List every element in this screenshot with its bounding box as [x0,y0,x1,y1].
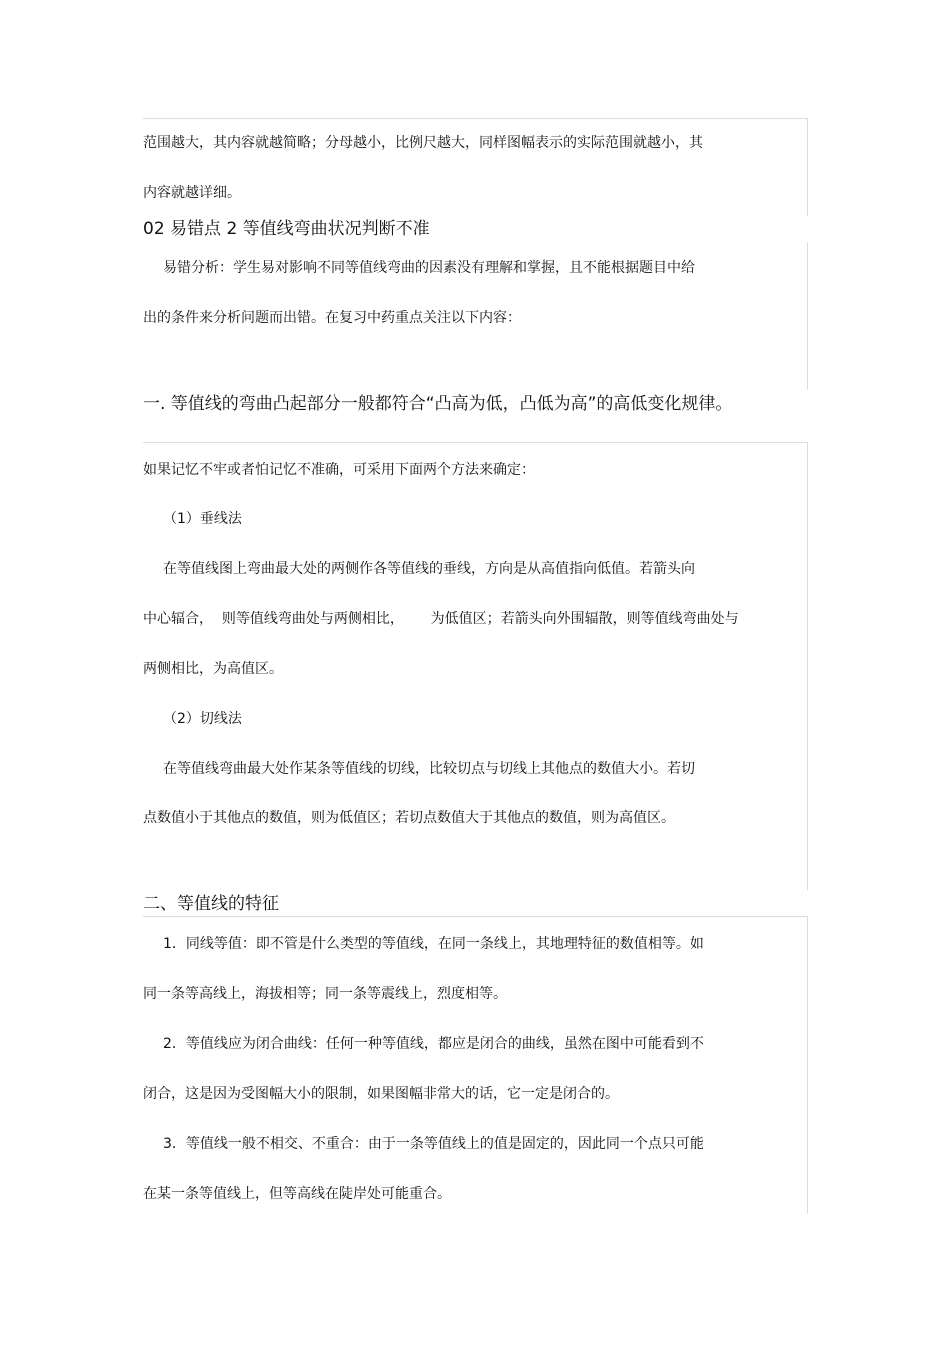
method2-title: （2）切线法 [163,711,242,727]
analysis-line-1: 易错分析：学生易对影响不同等值线弯曲的因素没有理解和掌握，且不能根据题目中给 [163,260,695,276]
item1-line-1: 1．同线等值：即不管是什么类型的等值线，在同一条线上，其地理特征的数值相等。如 [163,936,704,952]
item2-line-1: 2．等值线应为闭合曲线：任何一种等值线，都应是闭合的曲线，虽然在图中可能看到不 [163,1036,704,1052]
analysis-line-2: 出的条件来分析问题而出错。在复习中药重点关注以下内容： [143,310,521,326]
method1-line-1: 在等值线图上弯曲最大处的两侧作各等值线的垂线，方向是从高值指向低值。若箭头向 [163,561,695,577]
method1-line-2: 中心辐合， 则等值线弯曲处与两侧相比， 为低值区；若箭头向外围辐散，则等值线弯曲处与 [143,611,739,627]
part2-heading: 二、等值线的特征 [143,894,279,914]
method2-line-1: 在等值线弯曲最大处作某条等值线的切线，比较切点与切线上其他点的数值大小。若切 [163,761,695,777]
intro-frame [143,118,808,216]
method2-line-2: 点数值小于其他点的数值，则为低值区；若切点数值大于其他点的数值，则为高值区。 [143,810,675,826]
item2-line-2: 闭合，这是因为受图幅大小的限制，如果图幅非常大的话，它一定是闭合的。 [143,1086,619,1102]
section2-heading: 02 易错点 2 等值线弯曲状况判断不准 [143,219,430,239]
item1-line-2: 同一条等高线上，海拔相等；同一条等震线上，烈度相等。 [143,986,507,1002]
part1-intro: 如果记忆不牢或者怕记忆不准确，可采用下面两个方法来确定： [143,462,535,478]
part2-frame [143,916,808,1214]
part1-heading: 一. 等值线的弯曲凸起部分一般都符合“凸高为低，凸低为高”的高低变化规律。 [143,394,733,414]
method1-title: （1）垂线法 [163,511,242,527]
intro-line-1: 范围越大，其内容就越简略；分母越小，比例尺越大，同样图幅表示的实际范围就越小，其 [143,135,703,151]
item3-line-2: 在某一条等值线上，但等高线在陡岸处可能重合。 [143,1186,451,1202]
intro-line-2: 内容就越详细。 [143,185,241,201]
method1-line-3: 两侧相比，为高值区。 [143,661,283,677]
item3-line-1: 3．等值线一般不相交、不重合：由于一条等值线上的值是固定的，因此同一个点只可能 [163,1136,704,1152]
